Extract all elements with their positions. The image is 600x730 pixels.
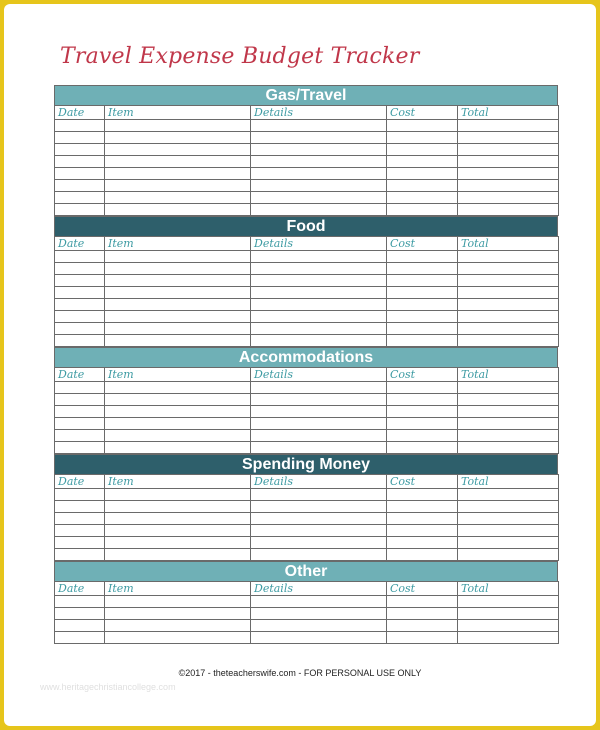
cell-item[interactable] <box>105 501 251 513</box>
column-label-cost: Cost <box>387 582 458 596</box>
table-row <box>55 525 559 537</box>
cell-date[interactable] <box>55 251 105 263</box>
section-accommodations <box>54 347 558 454</box>
column-label-date: Date <box>55 368 105 382</box>
section-header: Gas/Travel <box>54 85 558 105</box>
cell-details[interactable] <box>251 525 387 537</box>
cell-total[interactable] <box>458 168 559 180</box>
cell-item[interactable] <box>105 513 251 525</box>
cell-date[interactable] <box>55 596 105 608</box>
table-row <box>55 513 559 525</box>
cell-item[interactable] <box>105 263 251 275</box>
cell-date[interactable] <box>55 418 105 430</box>
cell-total[interactable] <box>458 406 559 418</box>
cell-total[interactable] <box>458 596 559 608</box>
section-food <box>54 216 558 347</box>
cell-details[interactable] <box>251 120 387 132</box>
table-row <box>55 311 559 323</box>
cell-date[interactable] <box>55 323 105 335</box>
section-spending-money <box>54 454 558 561</box>
cell-total[interactable] <box>458 335 559 347</box>
cell-cost[interactable] <box>387 192 458 204</box>
cell-details[interactable] <box>251 489 387 501</box>
column-header-row <box>55 237 559 251</box>
cell-total[interactable] <box>458 430 559 442</box>
expense-table <box>54 474 559 561</box>
cell-details[interactable] <box>251 263 387 275</box>
column-header-row <box>55 106 559 120</box>
cell-total[interactable] <box>458 132 559 144</box>
column-label-cost: Cost <box>387 475 458 489</box>
cell-cost[interactable] <box>387 632 458 644</box>
section-header: Food <box>54 216 558 236</box>
table-row <box>55 632 559 644</box>
cell-cost[interactable] <box>387 489 458 501</box>
cell-total[interactable] <box>458 251 559 263</box>
cell-total[interactable] <box>458 299 559 311</box>
cell-item[interactable] <box>105 311 251 323</box>
cell-item[interactable] <box>105 204 251 216</box>
column-label-cost: Cost <box>387 237 458 251</box>
table-row <box>55 418 559 430</box>
cell-details[interactable] <box>251 311 387 323</box>
cell-details[interactable] <box>251 596 387 608</box>
cell-item[interactable] <box>105 525 251 537</box>
column-label-total: Total <box>458 106 559 120</box>
cell-date[interactable] <box>55 263 105 275</box>
cell-date[interactable] <box>55 608 105 620</box>
cell-total[interactable] <box>458 513 559 525</box>
cell-cost[interactable] <box>387 537 458 549</box>
cell-total[interactable] <box>458 537 559 549</box>
cell-item[interactable] <box>105 323 251 335</box>
column-label-details: Details <box>251 237 387 251</box>
cell-cost[interactable] <box>387 513 458 525</box>
table-row <box>55 620 559 632</box>
cell-details[interactable] <box>251 132 387 144</box>
cell-details[interactable] <box>251 275 387 287</box>
cell-total[interactable] <box>458 323 559 335</box>
cell-details[interactable] <box>251 287 387 299</box>
table-row <box>55 442 559 454</box>
cell-item[interactable] <box>105 144 251 156</box>
table-row <box>55 192 559 204</box>
table-row <box>55 263 559 275</box>
cell-details[interactable] <box>251 156 387 168</box>
cell-total[interactable] <box>458 525 559 537</box>
table-row <box>55 168 559 180</box>
cell-item[interactable] <box>105 537 251 549</box>
cell-date[interactable] <box>55 525 105 537</box>
table-row <box>55 537 559 549</box>
expense-table <box>54 236 559 347</box>
section-header: Other <box>54 561 558 581</box>
expense-table <box>54 367 559 454</box>
cell-cost[interactable] <box>387 620 458 632</box>
section-gas-travel <box>54 85 558 216</box>
table-row <box>55 549 559 561</box>
cell-item[interactable] <box>105 489 251 501</box>
cell-item[interactable] <box>105 430 251 442</box>
column-label-item: Item <box>105 237 251 251</box>
table-row <box>55 430 559 442</box>
cell-date[interactable] <box>55 180 105 192</box>
table-row <box>55 489 559 501</box>
cell-date[interactable] <box>55 335 105 347</box>
cell-details[interactable] <box>251 144 387 156</box>
cell-total[interactable] <box>458 180 559 192</box>
cell-date[interactable] <box>55 144 105 156</box>
cell-details[interactable] <box>251 537 387 549</box>
cell-date[interactable] <box>55 632 105 644</box>
cell-item[interactable] <box>105 156 251 168</box>
table-row <box>55 275 559 287</box>
table-row <box>55 251 559 263</box>
footer-copyright: ©2017 - theteacherswife.com - FOR PERSONAL USE ONLY <box>178 668 422 678</box>
cell-cost[interactable] <box>387 442 458 454</box>
cell-total[interactable] <box>458 442 559 454</box>
cell-details[interactable] <box>251 513 387 525</box>
cell-details[interactable] <box>251 620 387 632</box>
cell-total[interactable] <box>458 394 559 406</box>
cell-cost[interactable] <box>387 156 458 168</box>
cell-total[interactable] <box>458 263 559 275</box>
cell-date[interactable] <box>55 430 105 442</box>
cell-cost[interactable] <box>387 275 458 287</box>
cell-date[interactable] <box>55 620 105 632</box>
section-header: Spending Money <box>54 454 558 474</box>
cell-date[interactable] <box>55 537 105 549</box>
cell-details[interactable] <box>251 180 387 192</box>
table-row <box>55 501 559 513</box>
cell-details[interactable] <box>251 501 387 513</box>
cell-cost[interactable] <box>387 287 458 299</box>
cell-details[interactable] <box>251 442 387 454</box>
cell-item[interactable] <box>105 120 251 132</box>
cell-cost[interactable] <box>387 251 458 263</box>
cell-cost[interactable] <box>387 406 458 418</box>
cell-date[interactable] <box>55 156 105 168</box>
cell-item[interactable] <box>105 608 251 620</box>
cell-date[interactable] <box>55 394 105 406</box>
cell-item[interactable] <box>105 132 251 144</box>
watermark: www.heritagechristiancollege.com <box>40 682 176 692</box>
cell-item[interactable] <box>105 632 251 644</box>
cell-cost[interactable] <box>387 204 458 216</box>
cell-details[interactable] <box>251 608 387 620</box>
column-label-total: Total <box>458 582 559 596</box>
cell-total[interactable] <box>458 120 559 132</box>
cell-item[interactable] <box>105 406 251 418</box>
cell-cost[interactable] <box>387 180 458 192</box>
cell-cost[interactable] <box>387 418 458 430</box>
cell-item[interactable] <box>105 596 251 608</box>
cell-details[interactable] <box>251 251 387 263</box>
expense-tracker <box>54 85 558 644</box>
cell-date[interactable] <box>55 168 105 180</box>
table-row <box>55 287 559 299</box>
table-row <box>55 156 559 168</box>
cell-item[interactable] <box>105 394 251 406</box>
cell-date[interactable] <box>55 489 105 501</box>
cell-cost[interactable] <box>387 311 458 323</box>
cell-total[interactable] <box>458 156 559 168</box>
table-row <box>55 382 559 394</box>
cell-details[interactable] <box>251 335 387 347</box>
cell-details[interactable] <box>251 632 387 644</box>
cell-item[interactable] <box>105 180 251 192</box>
cell-date[interactable] <box>55 192 105 204</box>
column-header-row <box>55 582 559 596</box>
cell-item[interactable] <box>105 418 251 430</box>
table-row <box>55 406 559 418</box>
table-row <box>55 608 559 620</box>
cell-cost[interactable] <box>387 549 458 561</box>
cell-date[interactable] <box>55 120 105 132</box>
table-row <box>55 120 559 132</box>
column-label-details: Details <box>251 106 387 120</box>
cell-total[interactable] <box>458 311 559 323</box>
section-header: Accommodations <box>54 347 558 367</box>
column-label-date: Date <box>55 106 105 120</box>
cell-details[interactable] <box>251 168 387 180</box>
column-label-total: Total <box>458 475 559 489</box>
cell-details[interactable] <box>251 406 387 418</box>
cell-total[interactable] <box>458 275 559 287</box>
column-label-cost: Cost <box>387 368 458 382</box>
cell-details[interactable] <box>251 394 387 406</box>
table-row <box>55 323 559 335</box>
cell-item[interactable] <box>105 335 251 347</box>
table-row <box>55 394 559 406</box>
cell-date[interactable] <box>55 501 105 513</box>
cell-details[interactable] <box>251 549 387 561</box>
column-label-date: Date <box>55 582 105 596</box>
page-title: Travel Expense Budget Tracker <box>60 44 420 69</box>
document-page <box>4 4 596 726</box>
column-label-details: Details <box>251 368 387 382</box>
column-label-item: Item <box>105 582 251 596</box>
table-row <box>55 299 559 311</box>
cell-details[interactable] <box>251 299 387 311</box>
cell-date[interactable] <box>55 311 105 323</box>
table-row <box>55 596 559 608</box>
column-label-date: Date <box>55 237 105 251</box>
cell-total[interactable] <box>458 287 559 299</box>
cell-item[interactable] <box>105 192 251 204</box>
cell-cost[interactable] <box>387 323 458 335</box>
section-other <box>54 561 558 644</box>
expense-table <box>54 105 559 216</box>
cell-date[interactable] <box>55 204 105 216</box>
cell-total[interactable] <box>458 608 559 620</box>
table-row <box>55 204 559 216</box>
cell-details[interactable] <box>251 382 387 394</box>
cell-cost[interactable] <box>387 132 458 144</box>
column-label-item: Item <box>105 475 251 489</box>
column-header-row <box>55 475 559 489</box>
column-label-details: Details <box>251 582 387 596</box>
cell-cost[interactable] <box>387 144 458 156</box>
cell-total[interactable] <box>458 204 559 216</box>
cell-item[interactable] <box>105 287 251 299</box>
cell-total[interactable] <box>458 489 559 501</box>
table-row <box>55 132 559 144</box>
cell-date[interactable] <box>55 382 105 394</box>
column-header-row <box>55 368 559 382</box>
cell-item[interactable] <box>105 299 251 311</box>
cell-total[interactable] <box>458 501 559 513</box>
cell-details[interactable] <box>251 323 387 335</box>
cell-date[interactable] <box>55 287 105 299</box>
cell-date[interactable] <box>55 275 105 287</box>
cell-cost[interactable] <box>387 525 458 537</box>
column-label-item: Item <box>105 106 251 120</box>
cell-item[interactable] <box>105 275 251 287</box>
cell-cost[interactable] <box>387 120 458 132</box>
cell-total[interactable] <box>458 144 559 156</box>
cell-total[interactable] <box>458 382 559 394</box>
cell-total[interactable] <box>458 620 559 632</box>
cell-total[interactable] <box>458 549 559 561</box>
cell-item[interactable] <box>105 620 251 632</box>
cell-cost[interactable] <box>387 596 458 608</box>
cell-cost[interactable] <box>387 501 458 513</box>
column-label-details: Details <box>251 475 387 489</box>
column-label-total: Total <box>458 237 559 251</box>
cell-cost[interactable] <box>387 299 458 311</box>
cell-total[interactable] <box>458 192 559 204</box>
table-row <box>55 335 559 347</box>
cell-cost[interactable] <box>387 263 458 275</box>
table-row <box>55 180 559 192</box>
cell-date[interactable] <box>55 513 105 525</box>
cell-cost[interactable] <box>387 382 458 394</box>
cell-date[interactable] <box>55 549 105 561</box>
cell-details[interactable] <box>251 204 387 216</box>
cell-cost[interactable] <box>387 335 458 347</box>
cell-details[interactable] <box>251 430 387 442</box>
column-label-total: Total <box>458 368 559 382</box>
cell-item[interactable] <box>105 382 251 394</box>
cell-cost[interactable] <box>387 430 458 442</box>
cell-total[interactable] <box>458 632 559 644</box>
cell-details[interactable] <box>251 418 387 430</box>
cell-item[interactable] <box>105 549 251 561</box>
cell-details[interactable] <box>251 192 387 204</box>
cell-cost[interactable] <box>387 168 458 180</box>
cell-item[interactable] <box>105 168 251 180</box>
cell-total[interactable] <box>458 418 559 430</box>
column-label-item: Item <box>105 368 251 382</box>
cell-date[interactable] <box>55 442 105 454</box>
table-row <box>55 144 559 156</box>
cell-item[interactable] <box>105 442 251 454</box>
cell-date[interactable] <box>55 132 105 144</box>
column-label-cost: Cost <box>387 106 458 120</box>
cell-date[interactable] <box>55 299 105 311</box>
cell-cost[interactable] <box>387 394 458 406</box>
cell-cost[interactable] <box>387 608 458 620</box>
cell-item[interactable] <box>105 251 251 263</box>
expense-table <box>54 581 559 644</box>
cell-date[interactable] <box>55 406 105 418</box>
column-label-date: Date <box>55 475 105 489</box>
